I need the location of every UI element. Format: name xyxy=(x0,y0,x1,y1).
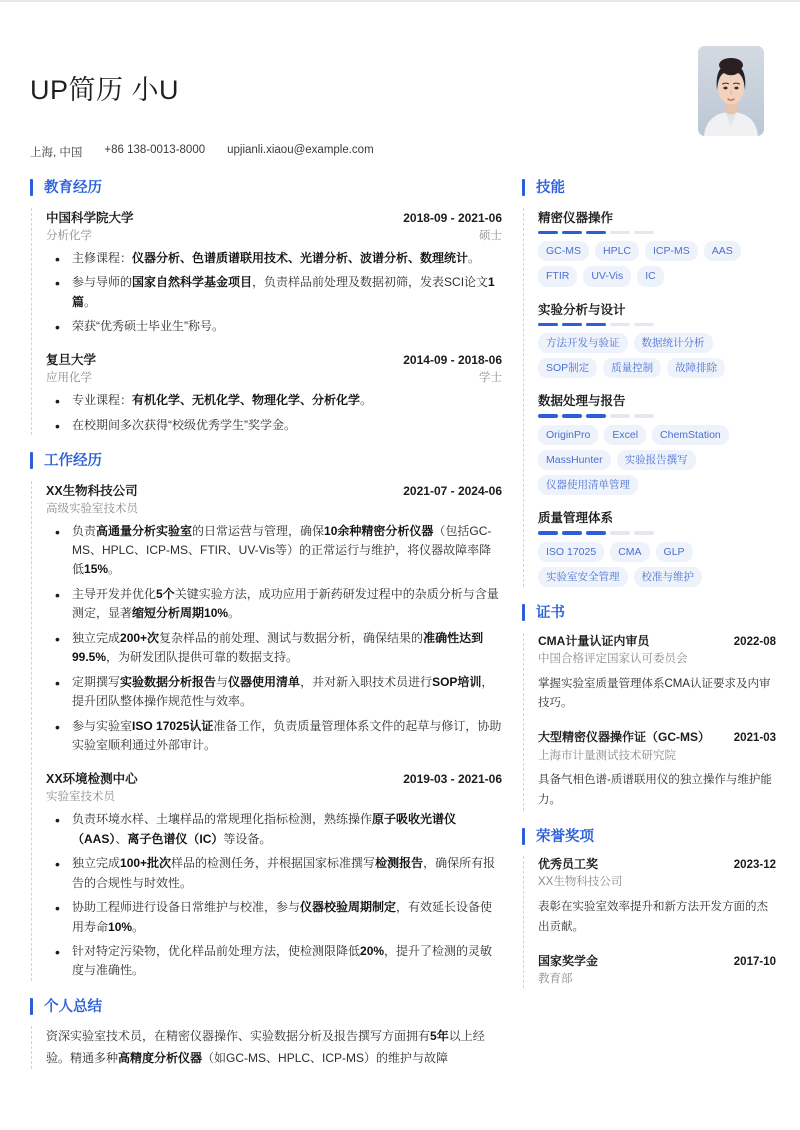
skill-tag-list xyxy=(538,333,776,378)
cert-name: 优秀员工奖 xyxy=(538,857,599,872)
section-title-awards: 荣誉奖项 xyxy=(522,827,776,847)
skill-rating xyxy=(538,231,776,235)
cert-name: 国家奖学金 xyxy=(538,953,599,968)
rating-segment xyxy=(634,323,654,327)
summary-body xyxy=(31,1026,502,1069)
skill-tag-list xyxy=(538,425,776,496)
entry-subheader xyxy=(46,227,502,243)
section-awards xyxy=(522,827,776,988)
rating-segment xyxy=(634,414,654,418)
rating-segment xyxy=(634,531,654,535)
bullet-item: • 专业课程：有机化学、无机化学、物理化学、分析化学。 xyxy=(46,391,502,410)
work-entries xyxy=(31,481,502,981)
resume-body xyxy=(0,178,800,1085)
skill-tag: OriginPro xyxy=(538,425,598,445)
education-entries xyxy=(31,208,502,436)
skill-tag: 实验室安全管理 xyxy=(538,567,628,587)
bullet-item: • 参与实验室ISO 17025认证准备工作，负责质量管理体系文件的起草与修订，协助实验室顺利通过外部审计。 xyxy=(46,717,502,756)
rating-segment xyxy=(562,323,582,327)
skill-group-name: 实验分析与设计 xyxy=(538,302,626,317)
rating-segment xyxy=(634,231,654,235)
rating-segment xyxy=(538,323,558,327)
entry-header xyxy=(46,350,502,368)
cert-header xyxy=(538,729,776,746)
rating-segment xyxy=(586,323,606,327)
skill-tag: CMA xyxy=(610,542,649,562)
skill-tag: UV-Vis xyxy=(583,266,631,286)
entry-header xyxy=(46,208,502,226)
entry-organization: 复旦大学 xyxy=(46,353,97,368)
section-skills xyxy=(522,178,776,587)
skill-group xyxy=(538,300,776,379)
work-entry xyxy=(46,769,502,981)
cert-header xyxy=(538,633,776,650)
bullet-item: • 负责环境水样、土壤样品的常规理化指标检测，熟练操作原子吸收光谱仪（AAS）、离子色谱仪（IC）等设备。 xyxy=(46,810,502,849)
rating-segment xyxy=(538,414,558,418)
bullet-item: • 负责高通量分析实验室的日常运营与管理，确保10余种精密分析仪器（包括GC-MS、HPLC、ICP-MS、FTIR、UV-Vis等）的正常运行与维护，将仪器故障率降低15%。 xyxy=(46,522,502,580)
entry-subheader xyxy=(46,788,502,804)
skill-groups xyxy=(523,208,776,588)
skill-rating xyxy=(538,414,776,418)
skill-group-name: 质量管理体系 xyxy=(538,511,614,526)
certificate-entries xyxy=(523,633,776,811)
skill-tag: HPLC xyxy=(595,241,639,261)
cert-issuer: 教育部 xyxy=(538,973,573,985)
rating-segment xyxy=(610,531,630,535)
entry-subtitle: 应用化学 xyxy=(46,372,92,385)
rating-segment xyxy=(586,531,606,535)
skill-tag: 仪器使用清单管理 xyxy=(538,475,638,495)
skill-group xyxy=(538,208,776,287)
award-entry xyxy=(538,953,776,988)
cert-description: 掌握实验室质量管理体系CMA认证要求及内审技巧。 xyxy=(538,677,771,710)
contact-phone: +86 138-0013-8000 xyxy=(104,144,206,157)
bullet-item: • 独立完成200+次复杂样品的前处理、测试与数据分析，确保结果的准确性达到99.5%，为研发团队提供可靠的数据支持。 xyxy=(46,629,502,668)
entry-subtitle: 高级实验室技术员 xyxy=(46,502,138,515)
skill-tag: 故障排除 xyxy=(667,358,725,378)
entry-header xyxy=(46,769,502,787)
bullet-item: • 独立完成100+批次样品的检测任务，并根据国家标准撰写检测报告，确保所有报告的合规性与时效性。 xyxy=(46,854,502,893)
section-work xyxy=(30,451,502,981)
section-title-education: 教育经历 xyxy=(30,178,502,198)
skill-rating xyxy=(538,323,776,327)
skill-tag: 质量控制 xyxy=(603,358,661,378)
section-title-skills: 技能 xyxy=(522,178,776,198)
skill-tag: 校准与维护 xyxy=(634,567,703,587)
cert-date: 2017-10 xyxy=(733,955,776,968)
section-education xyxy=(30,178,502,435)
skill-tag-list xyxy=(538,241,776,286)
education-bullets xyxy=(46,249,502,337)
section-title-summary: 个人总结 xyxy=(30,997,502,1017)
cert-issuer: 中国合格评定国家认可委员会 xyxy=(538,652,688,665)
cert-description: 具备气相色谱-质谱联用仪的独立操作与维护能力。 xyxy=(538,774,772,806)
certificate-entry xyxy=(538,633,776,715)
skill-tag: GC-MS xyxy=(538,241,589,261)
education-bullets xyxy=(46,391,502,435)
entry-subtitle: 实验室技术员 xyxy=(46,791,115,804)
cert-description: 表彰在实验室效率提升和新方法开发方面的杰出贡献。 xyxy=(538,901,768,933)
entry-date: 2019-03 - 2021-06 xyxy=(403,772,502,787)
cert-date: 2022-08 xyxy=(733,635,776,648)
portrait-photo-icon xyxy=(698,46,764,136)
work-entry xyxy=(46,481,502,756)
rating-segment xyxy=(586,231,606,235)
entry-subheader xyxy=(46,369,502,385)
entry-date: 2018-09 - 2021-06 xyxy=(403,210,502,225)
bullet-item: • 针对特定污染物，优化样品前处理方法，使检测限降低20%，提升了检测的灵敏度与准确性。 xyxy=(46,942,502,981)
skill-tag: MassHunter xyxy=(538,450,611,470)
bullet-item: • 主导开发并优化5个关键实验方法，成功应用于新药研发过程中的杂质分析与含量测定，显著缩短分析周期10%。 xyxy=(46,585,502,624)
rating-segment xyxy=(562,414,582,418)
cert-name: 大型精密仪器操作证（GC-MS） xyxy=(538,730,710,745)
bullet-item: • 在校期间多次获得“校级优秀学生”奖学金。 xyxy=(46,416,502,435)
award-entry xyxy=(538,856,776,938)
skill-tag-list xyxy=(538,542,776,587)
avatar xyxy=(698,46,764,136)
skill-tag: ISO 17025 xyxy=(538,542,604,562)
rating-segment xyxy=(610,323,630,327)
cert-date: 2023-12 xyxy=(733,859,776,872)
education-entry xyxy=(46,208,502,337)
header-text-block xyxy=(30,46,374,160)
rating-segment xyxy=(538,531,558,535)
entry-degree: 学士 xyxy=(479,372,502,385)
skill-tag: Excel xyxy=(604,425,646,445)
entry-organization: XX生物科技公司 xyxy=(46,483,138,498)
bullet-item: • 参与导师的国家自然科学基金项目，负责样品前处理及数据初筛，发表SCI论文1篇。 xyxy=(46,273,502,312)
left-column xyxy=(30,178,522,1085)
rating-segment xyxy=(610,414,630,418)
work-bullets xyxy=(46,810,502,981)
skill-tag: 方法开发与验证 xyxy=(538,333,628,353)
cert-issuer: 上海市计量测试技术研究院 xyxy=(538,749,676,762)
skill-tag: FTIR xyxy=(538,266,577,286)
skill-group xyxy=(538,508,776,587)
skill-group-name: 精密仪器操作 xyxy=(538,210,614,225)
skill-rating xyxy=(538,531,776,535)
summary-text: 资深实验室技术员，在精密仪器操作、实验数据分析及报告撰写方面拥有5年以上经验。精通多种高精度分析仪器（如GC-MS、HPLC、ICP-MS）的维护与故障 xyxy=(46,1029,485,1065)
rating-segment xyxy=(538,231,558,235)
bullet-item: • 主修课程：仪器分析、色谱质谱联用技术、光谱分析、波谱分析、数理统计。 xyxy=(46,249,502,268)
entry-subtitle: 分析化学 xyxy=(46,229,92,242)
cert-issuer: XX生物科技公司 xyxy=(538,876,623,889)
skill-tag: SOP制定 xyxy=(538,358,597,378)
entry-organization: XX环境检测中心 xyxy=(46,772,138,787)
rating-segment xyxy=(562,531,582,535)
entry-date: 2014-09 - 2018-06 xyxy=(403,353,502,368)
contact-email: upjianli.xiaou@example.com xyxy=(227,144,374,157)
page-title: UP简历 小U xyxy=(30,75,180,105)
entry-date: 2021-07 - 2024-06 xyxy=(403,483,502,498)
entry-degree: 硕士 xyxy=(479,229,502,242)
right-column xyxy=(522,178,776,1003)
rating-segment xyxy=(610,231,630,235)
section-certificates xyxy=(522,603,776,810)
entry-organization: 中国科学院大学 xyxy=(46,210,134,225)
bullet-item: • 荣获“优秀硕士毕业生”称号。 xyxy=(46,317,502,336)
skill-tag: IC xyxy=(637,266,664,286)
award-entries xyxy=(523,856,776,988)
cert-name: CMA计量认证内审员 xyxy=(538,633,650,648)
skill-tag: AAS xyxy=(704,241,741,261)
work-bullets xyxy=(46,522,502,756)
cert-header xyxy=(538,856,776,873)
bullet-item: • 定期撰写实验数据分析报告与仪器使用清单，并对新入职技术员进行SOP培训，提升团队整体操作规范性与效率。 xyxy=(46,673,502,712)
certificate-entry xyxy=(538,729,776,811)
skill-group-name: 数据处理与报告 xyxy=(538,394,626,409)
bullet-item: • 协助工程师进行设备日常维护与校准，参与仪器校验周期制定，有效延长设备使用寿命10%。 xyxy=(46,898,502,937)
cert-header xyxy=(538,953,776,970)
rating-segment xyxy=(562,231,582,235)
entry-subheader xyxy=(46,500,502,516)
skill-tag: GLP xyxy=(656,542,693,562)
resume-header xyxy=(0,2,800,160)
contact-location: 上海, 中国 xyxy=(30,147,83,160)
entry-header xyxy=(46,481,502,499)
education-entry xyxy=(46,350,502,435)
section-title-work: 工作经历 xyxy=(30,451,502,471)
skill-tag: 实验报告撰写 xyxy=(617,450,696,470)
skill-tag: 数据统计分析 xyxy=(634,333,713,353)
rating-segment xyxy=(586,414,606,418)
contact-line xyxy=(30,144,374,160)
skill-tag: ICP-MS xyxy=(645,241,698,261)
cert-date: 2021-03 xyxy=(733,732,776,745)
skill-tag: ChemStation xyxy=(652,425,729,445)
section-title-certificates: 证书 xyxy=(522,603,776,623)
skill-group xyxy=(538,391,776,495)
section-summary xyxy=(30,997,502,1069)
